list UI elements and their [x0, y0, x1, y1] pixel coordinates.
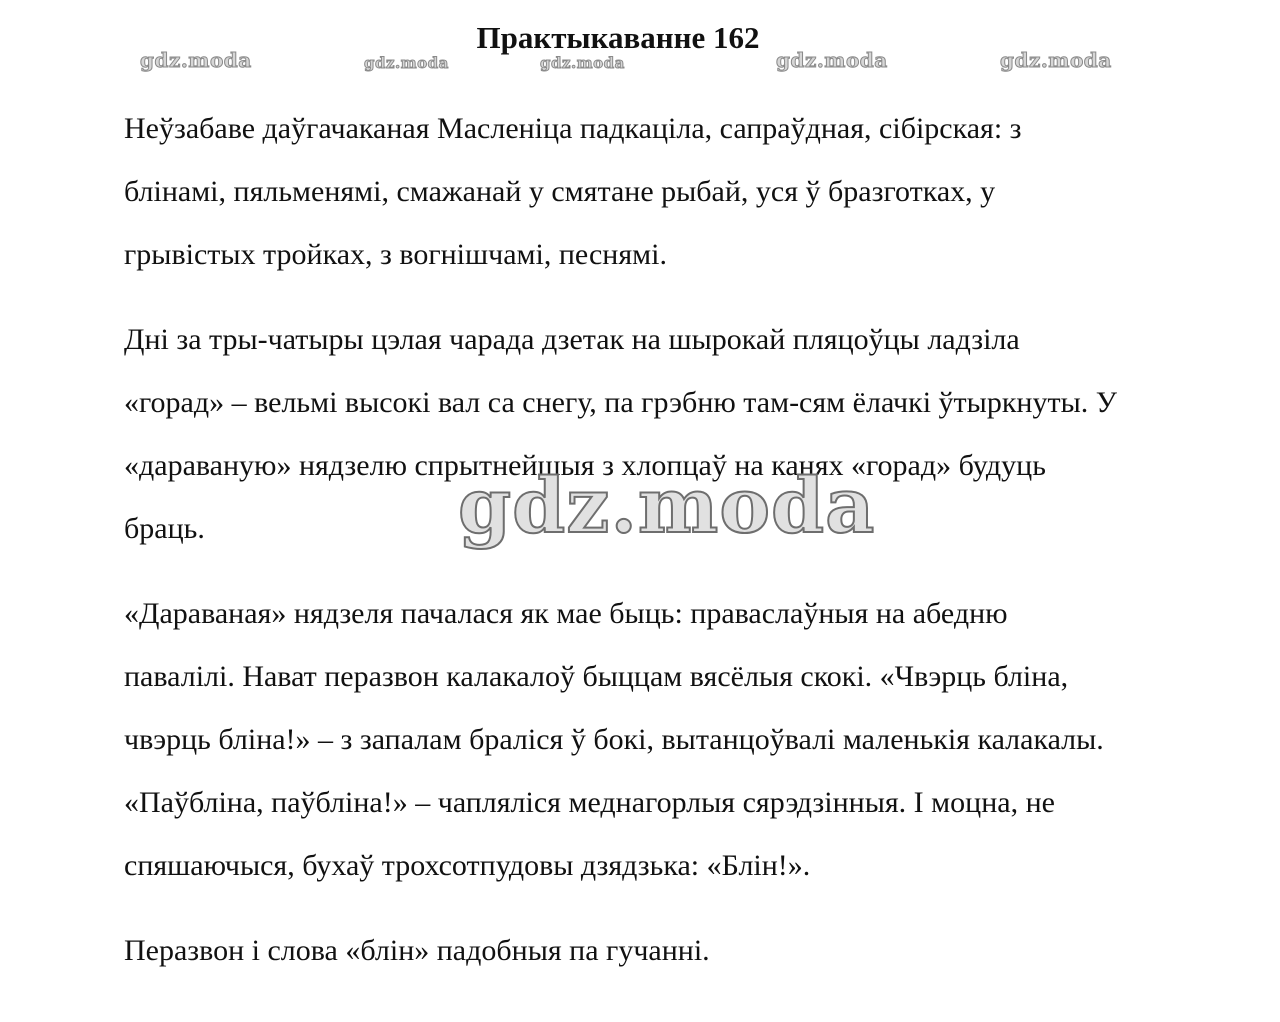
watermark-4: gdz.moda	[776, 48, 888, 72]
text-line: павалілі. Нават перазвон калакалоў быццам вясёлыя скокі. «Чвэрць бліна,	[124, 660, 1069, 693]
text-line: «дараваную» нядзелю спрытнейшыя з хлопцаў на канях «горад» будуць	[124, 449, 1046, 482]
watermark-2: gdz.moda	[364, 54, 449, 72]
watermark-center: gdz.moda	[458, 461, 876, 550]
watermark-5: gdz.moda	[1000, 48, 1112, 72]
paragraph-1	[34, 97, 1234, 286]
text-line: «горад» – вельмі высокі вал са снегу, па грэбню там-сям ёлачкі ўтыркнуты. У	[124, 386, 1117, 419]
text-line: «Паўбліна, паўбліна!» – чапляліся меднагорлыя сярэдзінныя. І моцна, не	[124, 786, 1055, 819]
text-line: «Дараваная» нядзеля пачалася як мае быць: праваслаўныя на абедню	[124, 597, 1008, 630]
text-line: блінамі, пяльменямі, смажанай у смятане рыбай, уся ў бразготках, у	[124, 175, 996, 208]
text-line: спяшаючыся, бухаў трохсотпудовы дзядзька: «Блін!».	[124, 849, 811, 882]
text-line: браць.	[124, 512, 205, 545]
watermark-1: gdz.moda	[140, 48, 252, 72]
text-line: грывістых тройках, з вогнішчамі, песнямі.	[124, 238, 667, 271]
page-title: Практыкаванне 162	[476, 20, 760, 55]
text-line: чвэрць бліна!» – з запалам браліся ў бокі, вытанцоўвалі маленькія калакалы.	[124, 723, 1104, 756]
text-line: Неўзабаве даўгачаканая Масленіца падкаціла, сапраўдная, сібірская: з	[124, 112, 1022, 145]
paragraph-3	[34, 582, 1234, 897]
watermark-3: gdz.moda	[540, 54, 625, 72]
text-line: Перазвон і слова «блін» падобныя па гучанні.	[124, 934, 710, 967]
text-line: Дні за тры-чатыры цэлая чарада дзетак на шырокай пляцоўцы ладзіла	[124, 323, 1020, 356]
paragraph-4	[34, 919, 1234, 982]
